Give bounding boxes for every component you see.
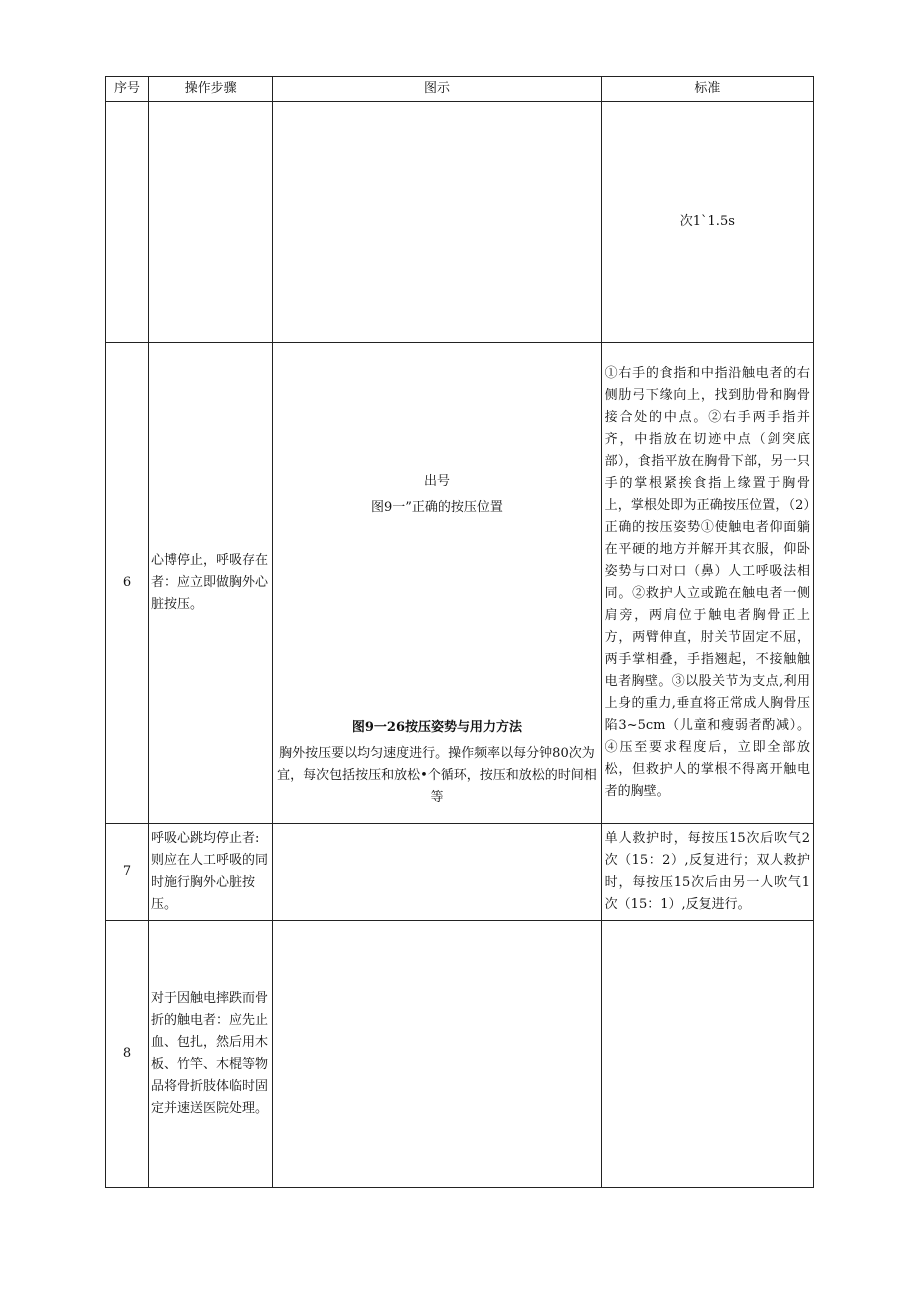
table-row-8 xyxy=(106,921,814,1188)
table-row-continued xyxy=(106,102,814,343)
fig-8 xyxy=(273,921,601,1188)
fig-7 xyxy=(273,824,601,921)
figure-caption-1: 出号 xyxy=(423,474,450,489)
std-7: 单人救护时，每按压15次后吹气2次（15：2）,反复进行；双人救护时，每按压15次后由另一人吹气1次（15：1）,反复进行。 xyxy=(601,824,813,921)
table-row-6 xyxy=(106,343,814,824)
table-row-7 xyxy=(106,824,814,921)
table-header-row xyxy=(106,77,814,102)
header-seq: 序号 xyxy=(106,77,149,102)
fig-cell-empty xyxy=(273,102,601,343)
header-fig: 图示 xyxy=(273,77,601,102)
op-7: 呼吸心跳均停止者:则应在人工呼吸的同时施行胸外心脏按压。 xyxy=(149,824,273,921)
std-6: ①右手的食指和中指沿触电者的右侧肋弓下缘向上，找到肋骨和胸骨接合处的中点。②右手两手指并齐，中指放在切迹中点（剑突底部），食指平放在胸骨下部，另一只手的掌根紧挨食指上缘置于胸骨上，掌根处即为正确按压位置，（2）正确的按压姿势①使触电者仰面躺在平硬的地方并解开其衣服，仰卧姿势与口对口（鼻）人工呼吸法相同。②救护人立或跪在触电者一侧肩旁，两肩位于触电者胸骨正上方，两臂伸直，肘关节固定不屈，两手掌相叠，手指翘起，不接触触电者胸壁。③以股关节为支点,利用上身的重力,垂直将正常成人胸骨压陷3~5cm（儿童和瘦弱者酌减）。④压至要求程度后，立即全部放松，但救护人的掌根不得离开触电者的胸壁。 xyxy=(601,343,813,824)
fig-6 xyxy=(273,343,601,824)
figure-caption-2: 图9一”正确的按压位置 xyxy=(370,500,503,515)
seq-8: 8 xyxy=(106,921,149,1188)
seq-6: 6 xyxy=(106,343,149,824)
op-6: 心博停止，呼吸存在者：应立即做胸外心脏按压。 xyxy=(149,343,273,824)
op-cell-empty xyxy=(149,102,273,343)
std-8 xyxy=(601,921,813,1188)
seq-7: 7 xyxy=(106,824,149,921)
figure-caption-3: 图9一26按压姿势与用力方法 xyxy=(351,720,523,735)
header-op: 操作步骤 xyxy=(149,77,273,102)
op-8: 对于因触电摔跌而骨折的触电者：应先止血、包扎，然后用木板、竹竿、木棍等物品将骨折肢体临时固定并速送医院处理。 xyxy=(149,921,273,1188)
figure-text: 胸外按压要以均匀速度进行。操作频率以每分钟80次为宜，每次包括按压和放松•个循环，按压和放松的时间相等 xyxy=(277,746,597,805)
procedure-table xyxy=(105,76,814,1188)
seq-cell-empty xyxy=(106,102,149,343)
header-std: 标准 xyxy=(601,77,813,102)
std-cell-continued: 次1`1.5s xyxy=(601,102,813,343)
